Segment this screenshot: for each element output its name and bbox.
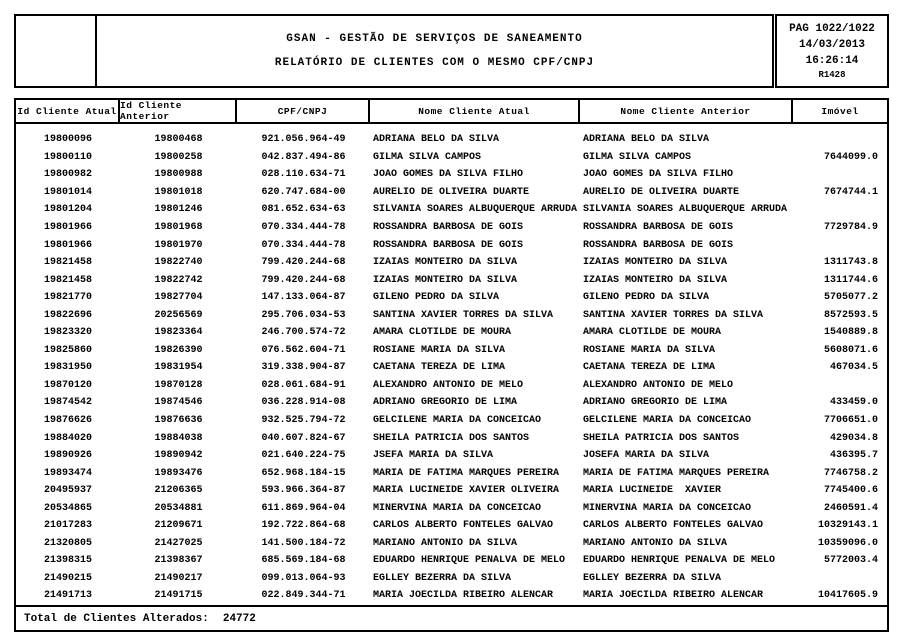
cell-id-cliente-atual: 19800096 <box>43 134 92 146</box>
cell-id-cliente-anterior: 19800258 <box>154 151 203 163</box>
cell-id-cliente-anterior: 19822740 <box>154 257 203 269</box>
table-row <box>16 201 887 219</box>
cell-imovel: 1311743.8 <box>823 257 878 269</box>
cell-imovel: 467034.5 <box>829 362 878 374</box>
cell-id-cliente-anterior: 19893476 <box>154 467 203 479</box>
cell-cpf-cnpj: 042.837.494-86 <box>261 151 346 163</box>
table-header-row <box>14 98 889 124</box>
cell-nome-cliente-atual: EDUARDO HENRIQUE PENALVA DE MELO <box>373 555 566 567</box>
cell-id-cliente-atual: 19893474 <box>43 467 92 479</box>
cell-imovel: 5705077.2 <box>823 292 878 304</box>
cell-nome-cliente-anterior: EDUARDO HENRIQUE PENALVA DE MELO <box>583 555 776 567</box>
cell-cpf-cnpj: 932.525.794-72 <box>261 415 346 427</box>
cell-id-cliente-atual: 19890926 <box>43 450 92 462</box>
cell-nome-cliente-atual: ADRIANA BELO DA SILVA <box>373 134 500 146</box>
cell-cpf-cnpj: 070.334.444-78 <box>261 222 346 233</box>
cell-nome-cliente-atual: MARIA DE FATIMA MARQUES PEREIRA <box>373 467 560 479</box>
cell-nome-cliente-anterior: ADRIANO GREGORIO DE LIMA <box>583 397 728 409</box>
cell-nome-cliente-anterior: GILENO PEDRO DA SILVA <box>583 292 710 304</box>
cell-id-cliente-anterior: 19884038 <box>154 432 203 444</box>
page-info-box <box>775 14 889 88</box>
cell-id-cliente-anterior: 21491715 <box>154 590 203 602</box>
logo-placeholder <box>16 16 97 86</box>
cell-imovel: 7644099.0 <box>823 151 878 163</box>
cell-nome-cliente-atual: IZAIAS MONTEIRO DA SILVA <box>373 274 518 286</box>
cell-imovel: 7674744.1 <box>823 186 878 198</box>
cell-nome-cliente-anterior: GILMA SILVA CAMPOS <box>583 151 692 163</box>
table-row <box>16 342 887 360</box>
cell-cpf-cnpj: 652.968.184-15 <box>261 467 346 479</box>
cell-id-cliente-atual: 19876626 <box>43 415 92 427</box>
report-code: R1428 <box>818 70 846 80</box>
cell-nome-cliente-atual: GILMA SILVA CAMPOS <box>373 151 482 163</box>
cell-nome-cliente-anterior: MARIA DE FATIMA MARQUES PEREIRA <box>583 467 770 479</box>
cell-id-cliente-atual: 19801966 <box>43 222 92 233</box>
cell-nome-cliente-anterior: MARIA JOECILDA RIBEIRO ALENCAR <box>583 590 764 602</box>
cell-id-cliente-atual: 19884020 <box>43 432 92 444</box>
cell-nome-cliente-anterior: JOAO GOMES DA SILVA FILHO <box>583 169 734 181</box>
cell-id-cliente-anterior: 19800468 <box>154 134 203 146</box>
cell-cpf-cnpj: 620.747.684-00 <box>261 186 346 198</box>
cell-imovel: 5608071.6 <box>823 344 878 356</box>
cell-id-cliente-atual: 20534865 <box>43 502 92 514</box>
cell-imovel: 2460591.4 <box>823 502 878 514</box>
table-row <box>16 482 887 500</box>
cell-cpf-cnpj: 028.110.634-71 <box>261 169 346 181</box>
table-row <box>16 447 887 465</box>
cell-nome-cliente-anterior: MARIA LUCINEIDE XAVIER <box>583 485 722 497</box>
cell-id-cliente-anterior: 20256569 <box>154 309 203 321</box>
cell-cpf-cnpj: 799.420.244-68 <box>261 274 346 286</box>
cell-nome-cliente-anterior: ROSSANDRA BARBOSA DE GOIS <box>583 239 734 251</box>
cell-id-cliente-atual: 21320805 <box>43 537 92 549</box>
title-cell <box>97 16 772 86</box>
cell-nome-cliente-anterior: GELCILENE MARIA DA CONCEICAO <box>583 415 752 427</box>
cell-nome-cliente-atual: ROSSANDRA BARBOSA DE GOIS <box>373 222 524 233</box>
cell-id-cliente-anterior: 19801968 <box>154 222 203 233</box>
cell-nome-cliente-anterior: EGLLEY BEZERRA DA SILVA <box>583 572 722 584</box>
cell-id-cliente-atual: 19825860 <box>43 344 92 356</box>
table-row <box>16 184 887 202</box>
cell-cpf-cnpj: 246.700.574-72 <box>261 327 346 339</box>
cell-nome-cliente-anterior: IZAIAS MONTEIRO DA SILVA <box>583 274 728 286</box>
cell-id-cliente-anterior: 19801970 <box>154 239 203 251</box>
cell-nome-cliente-atual: EGLLEY BEZERRA DA SILVA <box>373 572 512 584</box>
cell-cpf-cnpj: 036.228.914-08 <box>261 397 346 409</box>
cell-cpf-cnpj: 147.133.064-87 <box>261 292 346 304</box>
cell-nome-cliente-atual: SANTINA XAVIER TORRES DA SILVA <box>373 309 554 321</box>
cell-id-cliente-atual: 19821458 <box>43 257 92 269</box>
cell-imovel <box>793 377 887 395</box>
cell-cpf-cnpj: 028.061.684-91 <box>261 379 346 391</box>
table-row <box>16 412 887 430</box>
table-row <box>16 236 887 254</box>
cell-nome-cliente-anterior: SILVANIA SOARES ALBUQUERQUE ARRUDA <box>583 204 788 216</box>
column-header: Nome Cliente Anterior <box>580 100 793 122</box>
cell-id-cliente-anterior: 19801246 <box>154 204 203 216</box>
table-row <box>16 552 887 570</box>
cell-nome-cliente-atual: ADRIANO GREGORIO DE LIMA <box>373 397 518 409</box>
cell-nome-cliente-atual: ALEXANDRO ANTONIO DE MELO <box>373 379 524 391</box>
cell-imovel: 7745400.6 <box>823 485 878 497</box>
cell-imovel: 10329143.1 <box>817 520 878 532</box>
cell-cpf-cnpj: 921.056.964-49 <box>261 134 346 146</box>
cell-cpf-cnpj: 685.569.184-68 <box>261 555 346 567</box>
cell-id-cliente-atual: 19870120 <box>43 379 92 391</box>
cell-nome-cliente-atual: CAETANA TEREZA DE LIMA <box>373 362 506 374</box>
total-label: Total de Clientes Alterados: <box>24 612 209 625</box>
cell-nome-cliente-anterior: IZAIAS MONTEIRO DA SILVA <box>583 257 728 269</box>
cell-nome-cliente-atual: AURELIO DE OLIVEIRA DUARTE <box>373 186 530 198</box>
column-header: Nome Cliente Atual <box>370 100 580 122</box>
cell-cpf-cnpj: 081.652.634-63 <box>261 204 346 216</box>
cell-id-cliente-anterior: 19874546 <box>154 397 203 409</box>
cell-id-cliente-atual: 19874542 <box>43 397 92 409</box>
table-row <box>16 254 887 272</box>
table-row <box>16 306 887 324</box>
cell-id-cliente-atual: 21017283 <box>43 520 92 532</box>
cell-imovel <box>793 131 887 149</box>
cell-cpf-cnpj: 070.334.444-78 <box>261 239 346 251</box>
table-row <box>16 535 887 553</box>
cell-cpf-cnpj: 099.013.064-93 <box>261 572 346 584</box>
cell-id-cliente-atual: 20495937 <box>43 485 92 497</box>
cell-nome-cliente-anterior: CAETANA TEREZA DE LIMA <box>583 362 716 374</box>
cell-cpf-cnpj: 799.420.244-68 <box>261 257 346 269</box>
cell-imovel: 10417605.9 <box>817 590 878 602</box>
cell-id-cliente-anterior: 19800988 <box>154 169 203 181</box>
cell-nome-cliente-anterior: ADRIANA BELO DA SILVA <box>583 134 710 146</box>
table-row <box>16 149 887 167</box>
cell-nome-cliente-atual: JOAO GOMES DA SILVA FILHO <box>373 169 524 181</box>
table-body <box>14 124 889 605</box>
cell-id-cliente-anterior: 21427025 <box>154 537 203 549</box>
cell-imovel: 10359096.0 <box>817 537 878 549</box>
table-row <box>16 587 887 605</box>
cell-nome-cliente-anterior: JOSEFA MARIA DA SILVA <box>583 450 710 462</box>
table-row <box>16 570 887 588</box>
cell-imovel: 7746758.2 <box>823 467 878 479</box>
table-row <box>16 517 887 535</box>
cell-id-cliente-anterior: 21490217 <box>154 572 203 584</box>
cell-imovel: 1311744.6 <box>823 274 878 286</box>
table-row <box>16 499 887 517</box>
cell-id-cliente-atual: 19823320 <box>43 327 92 339</box>
column-header: Imóvel <box>821 105 859 117</box>
cell-nome-cliente-anterior: AURELIO DE OLIVEIRA DUARTE <box>583 186 740 198</box>
table-row <box>16 289 887 307</box>
cell-cpf-cnpj: 021.640.224-75 <box>261 450 346 462</box>
cell-imovel: 1540889.8 <box>823 327 878 339</box>
cell-id-cliente-atual: 19831950 <box>43 362 92 374</box>
cell-nome-cliente-anterior: MARIANO ANTONIO DA SILVA <box>583 537 728 549</box>
cell-cpf-cnpj: 319.338.904-87 <box>261 362 346 374</box>
report-header <box>14 14 889 88</box>
cell-imovel: 429034.8 <box>829 432 878 444</box>
report-title: GSAN - GESTÃO DE SERVIÇOS DE SANEAMENTO <box>286 33 583 45</box>
cell-id-cliente-atual: 19821770 <box>43 292 92 304</box>
cell-id-cliente-anterior: 19801018 <box>154 186 203 198</box>
cell-cpf-cnpj: 593.966.364-87 <box>261 485 346 497</box>
table-row <box>16 359 887 377</box>
cell-id-cliente-atual: 21491713 <box>43 590 92 602</box>
cell-nome-cliente-atual: JSEFA MARIA DA SILVA <box>373 450 494 462</box>
cell-nome-cliente-atual: SHEILA PATRICIA DOS SANTOS <box>373 432 530 444</box>
cell-nome-cliente-atual: CARLOS ALBERTO FONTELES GALVAO <box>373 520 554 532</box>
cell-nome-cliente-atual: GILENO PEDRO DA SILVA <box>373 292 500 304</box>
column-header: CPF/CNPJ <box>237 100 370 122</box>
table-row <box>16 324 887 342</box>
cell-id-cliente-anterior: 19876636 <box>154 415 203 427</box>
cell-imovel <box>793 166 887 184</box>
cell-imovel: 433459.0 <box>829 397 878 409</box>
cell-id-cliente-anterior: 19826390 <box>154 344 203 356</box>
cell-id-cliente-atual: 19801014 <box>43 186 92 198</box>
report-time: 16:26:14 <box>805 55 859 67</box>
cell-nome-cliente-atual: AMARA CLOTILDE DE MOURA <box>373 327 512 339</box>
cell-id-cliente-anterior: 20534881 <box>154 502 203 514</box>
cell-nome-cliente-atual: ROSSANDRA BARBOSA DE GOIS <box>373 239 524 251</box>
cell-nome-cliente-anterior: ROSIANE MARIA DA SILVA <box>583 344 716 356</box>
cell-imovel: 8572593.5 <box>823 309 878 321</box>
cell-imovel <box>793 201 887 219</box>
cell-imovel <box>793 570 887 588</box>
cell-nome-cliente-atual: MARIA LUCINEIDE XAVIER OLIVEIRA <box>373 485 560 497</box>
cell-cpf-cnpj: 076.562.604-71 <box>261 344 346 356</box>
cell-nome-cliente-atual: GELCILENE MARIA DA CONCEICAO <box>373 415 542 427</box>
report-subtitle: RELATÓRIO DE CLIENTES COM O MESMO CPF/CNPJ <box>274 57 595 69</box>
table-row <box>16 464 887 482</box>
cell-nome-cliente-atual: MARIANO ANTONIO DA SILVA <box>373 537 518 549</box>
cell-id-cliente-atual: 21490215 <box>43 572 92 584</box>
header-title-box <box>14 14 774 88</box>
cell-id-cliente-anterior: 19831954 <box>154 362 203 374</box>
total-box <box>14 605 889 632</box>
page-number: PAG 1022/1022 <box>789 23 875 35</box>
cell-id-cliente-anterior: 21398367 <box>154 555 203 567</box>
cell-id-cliente-anterior: 19890942 <box>154 450 203 462</box>
cell-cpf-cnpj: 295.706.034-53 <box>261 309 346 321</box>
cell-nome-cliente-anterior: ROSSANDRA BARBOSA DE GOIS <box>583 222 734 233</box>
cell-nome-cliente-anterior: AMARA CLOTILDE DE MOURA <box>583 327 722 339</box>
table-row <box>16 394 887 412</box>
cell-cpf-cnpj: 141.500.184-72 <box>261 537 346 549</box>
total-value: 24772 <box>222 612 256 625</box>
cell-id-cliente-atual: 19801204 <box>43 204 92 216</box>
cell-cpf-cnpj: 040.607.824-67 <box>261 432 346 444</box>
cell-id-cliente-atual: 19800110 <box>43 151 92 163</box>
cell-id-cliente-atual: 19822696 <box>43 309 92 321</box>
cell-nome-cliente-atual: MINERVINA MARIA DA CONCEICAO <box>373 502 542 514</box>
cell-id-cliente-anterior: 19823364 <box>154 327 203 339</box>
cell-imovel: 5772003.4 <box>823 555 878 567</box>
cell-cpf-cnpj: 192.722.864-68 <box>261 520 346 532</box>
cell-nome-cliente-atual: MARIA JOECILDA RIBEIRO ALENCAR <box>373 590 554 602</box>
report-page <box>14 14 889 632</box>
cell-cpf-cnpj: 611.869.964-04 <box>261 502 346 514</box>
cell-nome-cliente-anterior: SANTINA XAVIER TORRES DA SILVA <box>583 309 764 321</box>
cell-id-cliente-atual: 19801966 <box>43 239 92 251</box>
cell-nome-cliente-atual: SILVANIA SOARES ALBUQUERQUE ARRUDA <box>373 204 578 216</box>
cell-id-cliente-anterior: 21209671 <box>154 520 203 532</box>
clients-table <box>14 98 889 605</box>
cell-nome-cliente-atual: ROSIANE MARIA DA SILVA <box>373 344 506 356</box>
cell-nome-cliente-anterior: ALEXANDRO ANTONIO DE MELO <box>583 379 734 391</box>
cell-id-cliente-anterior: 21206365 <box>154 485 203 497</box>
cell-nome-cliente-anterior: SHEILA PATRICIA DOS SANTOS <box>583 432 740 444</box>
cell-id-cliente-atual: 19821458 <box>43 274 92 286</box>
column-header: Id Cliente Atual <box>16 100 120 122</box>
cell-nome-cliente-anterior: MINERVINA MARIA DA CONCEICAO <box>583 502 752 514</box>
cell-id-cliente-anterior: 19870128 <box>154 379 203 391</box>
cell-id-cliente-atual: 19800982 <box>43 169 92 181</box>
cell-imovel <box>793 236 887 254</box>
table-row <box>16 429 887 447</box>
cell-id-cliente-anterior: 19827704 <box>154 292 203 304</box>
table-row <box>16 271 887 289</box>
cell-id-cliente-anterior: 19822742 <box>154 274 203 286</box>
cell-cpf-cnpj: 022.849.344-71 <box>261 590 346 602</box>
cell-imovel: 7729784.9 <box>823 222 878 233</box>
table-row <box>16 219 887 237</box>
cell-imovel: 7706651.0 <box>823 415 878 427</box>
table-row <box>16 131 887 149</box>
column-header: Id Cliente Anterior <box>120 100 237 122</box>
cell-nome-cliente-anterior: CARLOS ALBERTO FONTELES GALVAO <box>583 520 764 532</box>
table-row <box>16 166 887 184</box>
cell-imovel: 436395.7 <box>829 450 878 462</box>
cell-nome-cliente-atual: IZAIAS MONTEIRO DA SILVA <box>373 257 518 269</box>
cell-id-cliente-atual: 21398315 <box>43 555 92 567</box>
table-row <box>16 377 887 395</box>
report-date: 14/03/2013 <box>798 39 865 51</box>
